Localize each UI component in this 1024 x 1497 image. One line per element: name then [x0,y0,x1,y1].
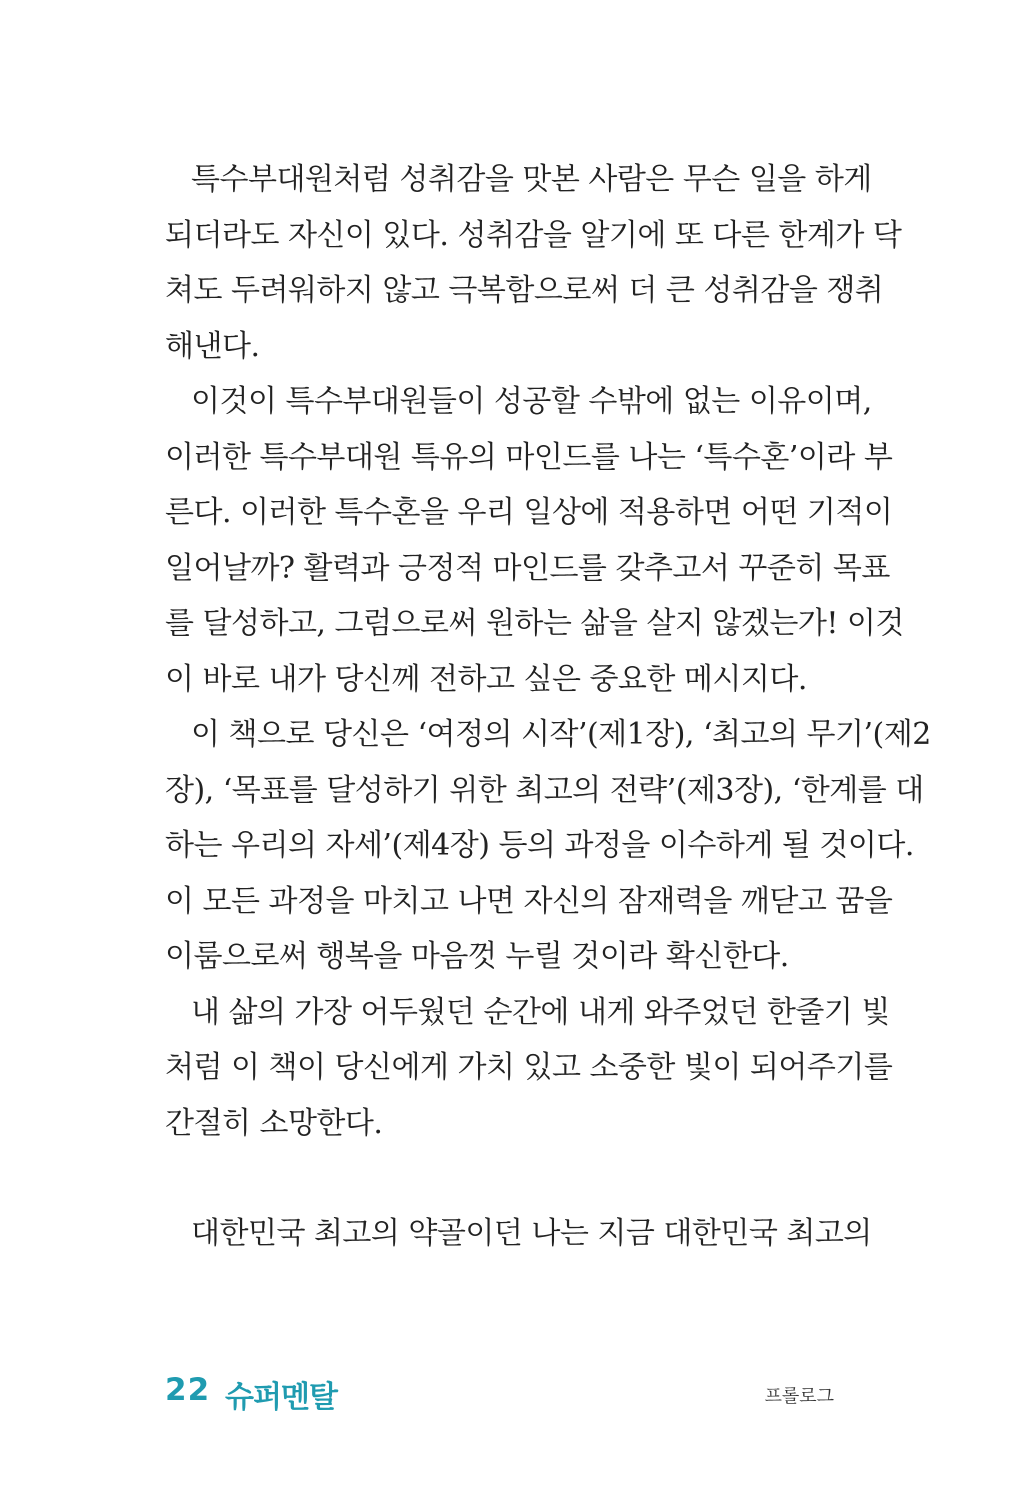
text-line: 되더라도 자신이 있다. 성취감을 알기에 또 다른 한계가 닥 [165,217,902,253]
text-line: 이러한 특수부대원 특유의 마인드를 나는 ‘특수혼’이라 부 [165,439,893,475]
text-line: 를 달성하고, 그럼으로써 원하는 삶을 살지 않겠는가! 이것 [165,606,904,641]
text-line: 이 모든 과정을 마치고 나면 자신의 잠재력을 깨닫고 꿈을 [165,883,893,919]
text-line: 대한민국 최고의 약골이던 나는 지금 대한민국 최고의 [191,1216,872,1251]
page-number: 22 [165,1372,211,1408]
text-line: 해낸다. [165,328,260,364]
page-footer [165,1372,834,1416]
text-line: 이것이 특수부대원들이 성공할 수밖에 없는 이유이며, [191,384,872,419]
text-line: 하는 우리의 자세’(제4장) 등의 과정을 이수하게 될 것이다. [165,828,914,863]
text-line: 이 바로 내가 당신께 전하고 싶은 중요한 메시지다. [165,661,807,697]
paragraph-3 [165,707,931,985]
book-title: 슈퍼멘탈 [225,1380,337,1415]
paragraph-2 [165,374,904,707]
body-text [165,152,931,1262]
text-line: 내 삶의 가장 어두웠던 순간에 내게 와주었던 한줄기 빛 [191,994,890,1030]
text-line: 일어날까? 활력과 긍정적 마인드를 갖추고서 꾸준히 목표 [165,550,890,586]
paragraph-1 [165,152,902,374]
text-line: 이 책으로 당신은 ‘여정의 시작’(제1장), ‘최고의 무기’(제2 [191,717,931,752]
section-name: 프롤로그 [764,1386,834,1407]
text-line: 처럼 이 책이 당신에게 가치 있고 소중한 빛이 되어주기를 [165,1050,893,1085]
paragraph-4 [165,985,893,1152]
text-line: 른다. 이러한 특수혼을 우리 일상에 적용하면 어떤 기적이 [165,495,893,530]
paragraph-spacer [165,1151,835,1206]
paragraph-5 [165,1206,872,1262]
text-line: 특수부대원처럼 성취감을 맛본 사람은 무슨 일을 하게 [191,162,872,197]
text-line: 간절히 소망한다. [165,1105,383,1141]
text-line: 장), ‘목표를 달성하기 위한 최고의 전략’(제3장), ‘한계를 대 [165,772,924,808]
text-line: 이룸으로써 행복을 마음껏 누릴 것이라 확신한다. [165,939,789,974]
text-line: 쳐도 두려워하지 않고 극복함으로써 더 큰 성취감을 쟁취 [165,273,884,308]
